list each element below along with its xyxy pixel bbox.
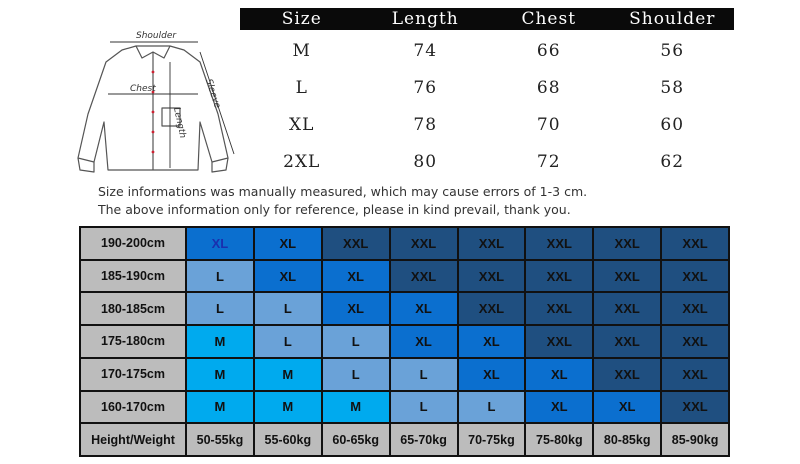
weight-range-label: 55-60kg xyxy=(255,424,321,455)
chest-cell: 66 xyxy=(536,40,561,61)
size-fit-cell: XXL xyxy=(662,261,728,292)
size-fit-cell: M xyxy=(187,359,253,390)
size-fit-cell: XXL xyxy=(526,228,592,259)
size-cell: 2XL xyxy=(283,151,321,172)
size-fit-cell: M xyxy=(323,392,389,423)
size-fit-cell: XL xyxy=(459,326,525,357)
size-fit-cell: XL xyxy=(255,228,321,259)
size-fit-cell: XL xyxy=(255,261,321,292)
chest-label: Chest xyxy=(130,84,156,94)
size-fit-cell: XL xyxy=(391,293,457,324)
size-fit-cell: XL xyxy=(323,261,389,292)
size-fit-cell: XXL xyxy=(594,261,660,292)
weight-range-label: 70-75kg xyxy=(459,424,525,455)
shoulder-cell: 58 xyxy=(660,77,685,98)
size-chart-table xyxy=(240,8,734,180)
length-cell: 76 xyxy=(413,77,438,98)
chest-cell: 68 xyxy=(536,77,561,98)
shoulder-cell: 56 xyxy=(660,40,685,61)
size-fit-cell: XXL xyxy=(459,261,525,292)
size-fit-cell: M xyxy=(255,359,321,390)
size-fit-cell: L xyxy=(255,326,321,357)
table-row xyxy=(240,69,734,106)
size-fit-cell: XXL xyxy=(594,293,660,324)
shoulder-cell: 62 xyxy=(660,151,685,172)
length-cell: 74 xyxy=(413,40,438,61)
header-length: Length xyxy=(391,9,459,29)
height-weight-corner-label: Height/Weight xyxy=(81,424,185,455)
size-fit-cell: L xyxy=(391,359,457,390)
length-cell: 78 xyxy=(413,114,438,135)
height-range-label: 190-200cm xyxy=(81,228,185,259)
size-fit-cell: XXL xyxy=(662,293,728,324)
length-label: Length xyxy=(171,106,188,140)
length-cell: 80 xyxy=(413,151,438,172)
size-fit-cell: M xyxy=(255,392,321,423)
table-row xyxy=(240,143,734,180)
size-chart-header xyxy=(240,8,734,30)
measurement-note: Size informations was manually measured, which may cause errors of 1-3 cm. xyxy=(98,184,588,199)
header-shoulder: Shoulder xyxy=(629,9,716,29)
size-fit-cell: XXL xyxy=(526,261,592,292)
weight-range-label: 60-65kg xyxy=(323,424,389,455)
size-fit-cell: XXL xyxy=(594,228,660,259)
height-range-label: 185-190cm xyxy=(81,261,185,292)
height-range-label: 170-175cm xyxy=(81,359,185,390)
size-cell: M xyxy=(292,40,311,61)
size-fit-cell: XXL xyxy=(662,359,728,390)
size-fit-cell: L xyxy=(323,326,389,357)
size-fit-cell: XXL xyxy=(391,228,457,259)
size-fit-cell: XXL xyxy=(662,228,728,259)
size-fit-cell: XL xyxy=(526,392,592,423)
size-fit-cell: L xyxy=(459,392,525,423)
size-fit-cell: M xyxy=(187,392,253,423)
size-fit-cell: XL xyxy=(323,293,389,324)
reference-note: The above information only for reference, please in kind prevail, thank you. xyxy=(98,202,571,217)
size-fit-cell: L xyxy=(187,261,253,292)
size-cell: XL xyxy=(289,114,315,135)
size-fit-cell: XXL xyxy=(391,261,457,292)
weight-range-label: 85-90kg xyxy=(662,424,728,455)
size-fit-cell: L xyxy=(187,293,253,324)
weight-range-label: 65-70kg xyxy=(391,424,457,455)
size-fit-cell: L xyxy=(391,392,457,423)
size-fit-cell: XXL xyxy=(662,326,728,357)
size-fit-cell: XXL xyxy=(459,293,525,324)
shirt-measurement-diagram xyxy=(70,22,240,182)
size-fit-cell: L xyxy=(255,293,321,324)
size-fit-cell: XXL xyxy=(526,293,592,324)
table-row xyxy=(240,106,734,143)
size-fit-cell: XXL xyxy=(594,359,660,390)
weight-range-label: 80-85kg xyxy=(594,424,660,455)
height-range-label: 160-170cm xyxy=(81,392,185,423)
size-fit-cell: XXL xyxy=(526,326,592,357)
table-row xyxy=(240,32,734,69)
size-cell: L xyxy=(295,77,308,98)
size-fit-cell: XL xyxy=(594,392,660,423)
size-fit-cell: XL xyxy=(187,228,253,259)
shoulder-cell: 60 xyxy=(660,114,685,135)
chest-cell: 70 xyxy=(536,114,561,135)
sleeve-label: Sleeve xyxy=(203,77,222,110)
size-fit-cell: L xyxy=(323,359,389,390)
chest-cell: 72 xyxy=(536,151,561,172)
weight-range-label: 75-80kg xyxy=(526,424,592,455)
header-chest: Chest xyxy=(521,9,577,29)
size-fit-cell: M xyxy=(187,326,253,357)
header-size: Size xyxy=(281,9,322,29)
height-weight-fit-chart xyxy=(79,226,730,457)
size-fit-cell: XL xyxy=(391,326,457,357)
size-fit-cell: XL xyxy=(459,359,525,390)
size-fit-cell: XXL xyxy=(594,326,660,357)
size-fit-cell: XL xyxy=(526,359,592,390)
height-range-label: 175-180cm xyxy=(81,326,185,357)
shoulder-label: Shoulder xyxy=(136,31,177,41)
size-fit-cell: XXL xyxy=(662,392,728,423)
weight-range-label: 50-55kg xyxy=(187,424,253,455)
size-fit-cell: XXL xyxy=(323,228,389,259)
height-range-label: 180-185cm xyxy=(81,293,185,324)
size-fit-cell: XXL xyxy=(459,228,525,259)
